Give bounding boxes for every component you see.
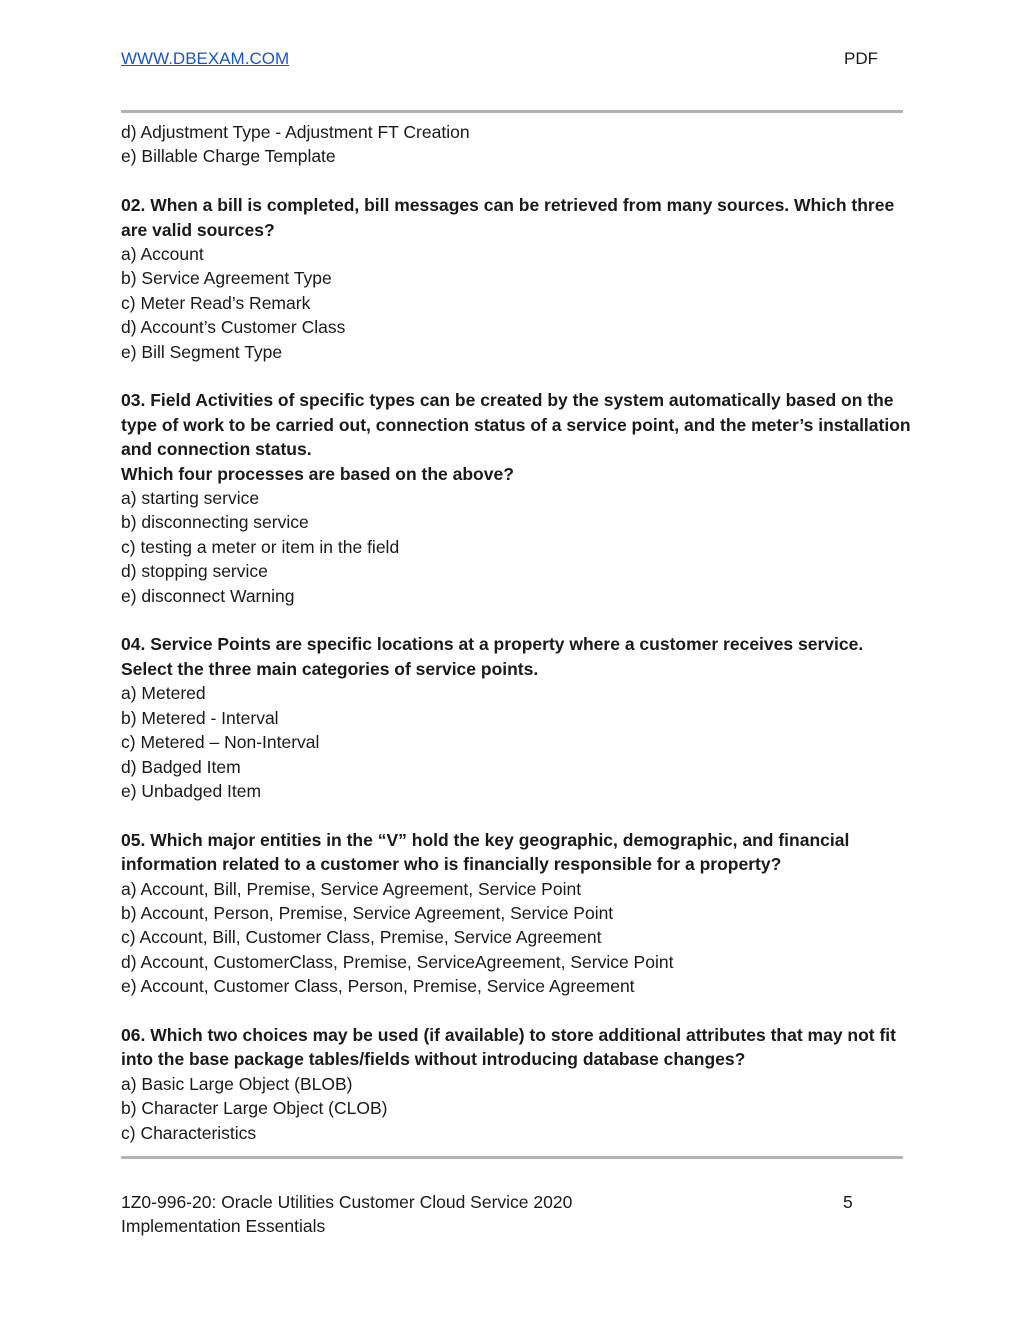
option-text: e) disconnect Warning	[121, 585, 295, 606]
option-text: b) Metered - Interval	[121, 707, 279, 728]
footer-divider	[121, 1156, 903, 1159]
option-text: c) Metered – Non-Interval	[121, 732, 320, 753]
option-text: c) testing a meter or item in the field	[121, 536, 400, 557]
question-03: 03. Field Activities of specific types can be created by the system automatically based on the type of work to be carried out, connection status of a service point, and the meter’s installation and connection status.	[121, 390, 911, 460]
exam-title: 1Z0-996-20: Oracle Utilities Customer Cloud Service 2020 Implementation Essentials	[121, 1192, 573, 1237]
option-text: a) Account, Bill, Premise, Service Agreement, Service Point	[121, 878, 582, 899]
dbexam-site-link[interactable]: WWW.DBEXAM.COM	[121, 49, 290, 68]
page-footer	[121, 1190, 861, 1239]
option-text: d) Adjustment Type - Adjustment FT Creation	[121, 122, 470, 142]
option-text: c) Characteristics	[121, 1122, 257, 1143]
option-text: b) disconnecting service	[121, 512, 309, 533]
option-text: c) Account, Bill, Customer Class, Premise, Service Agreement	[121, 927, 602, 948]
page-content	[121, 120, 911, 1145]
option-text: d) Account, CustomerClass, Premise, ServiceAgreement, Service Point	[121, 951, 674, 972]
option-text: d) Account’s Customer Class	[121, 317, 346, 338]
option-text: a) starting service	[121, 488, 260, 509]
option-text: e) Account, Customer Class, Person, Premise, Service Agreement	[121, 976, 635, 997]
question-06: 06. Which two choices may be used (if available) to store additional attributes that may not fit into the base package tables/fields without introducing database changes?	[121, 1024, 896, 1070]
option-text: a) Basic Large Object (BLOB)	[121, 1073, 353, 1094]
option-text: d) Badged Item	[121, 756, 241, 777]
option-text: b) Account, Person, Premise, Service Agreement, Service Point	[121, 902, 614, 923]
question-03-subtext: Which four processes are based on the above?	[121, 463, 514, 484]
option-text: b) Service Agreement Type	[121, 268, 332, 289]
option-text: c) Meter Read’s Remark	[121, 292, 311, 313]
option-text: b) Character Large Object (CLOB)	[121, 1098, 388, 1119]
question-04: 04. Service Points are specific locations at a property where a customer receives service. Select the three main categories of service points.	[121, 634, 864, 679]
question-02: 02. When a bill is completed, bill messages can be retrieved from many sources. Which three are valid sources?	[121, 195, 895, 240]
option-text: e) Billable Charge Template	[121, 146, 336, 167]
header-divider	[121, 110, 903, 113]
option-text: e) Unbadged Item	[121, 780, 262, 801]
pdf-label: PDF	[844, 49, 878, 68]
option-text: d) stopping service	[121, 561, 268, 582]
option-text: e) Bill Segment Type	[121, 341, 283, 362]
option-text: a) Account	[121, 244, 204, 265]
option-text: a) Metered	[121, 683, 206, 704]
page-number: 5	[843, 1192, 853, 1212]
question-05: 05. Which major entities in the “V” hold the key geographic, demographic, and financial information related to a customer who is financially responsible for a property?	[121, 829, 850, 875]
